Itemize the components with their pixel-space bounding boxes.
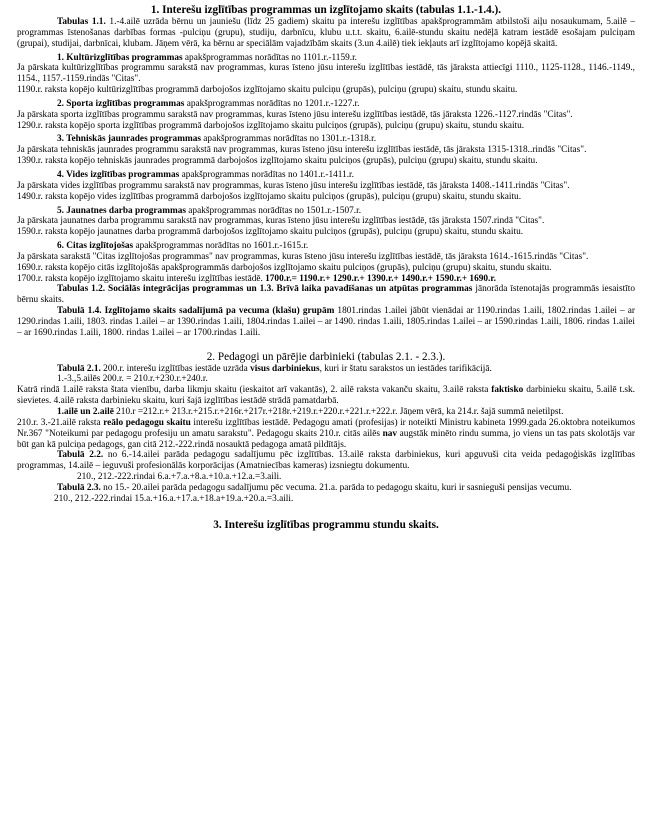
table-2-1-lead: Tabulā 2.1. <box>57 363 101 374</box>
program-heading-bold: 5. Jaunatnes darba programmas <box>57 205 186 216</box>
rule-210b-lead: 210.r. 3.-21.ailē raksta <box>17 417 104 428</box>
program-total-text: 1690.r. raksta kopējo citās izglītojošās apakšprogrammās darbojošos izglītojamo skaitu pulciņos (grupās), pulciņu (grupu) skaitu, stundu skaitu. <box>17 262 552 273</box>
intro-lead: Tabulas 1.1. <box>57 17 106 27</box>
program-heading-rest: apakšprogrammas norādītas no 1601.r.-1615.r. <box>133 241 309 252</box>
rule-210b-mid: interešu izglītības iestādē. Pedagogu amati (profesijas) ir noteikti Ministru kabineta 1999.gada 26.oktobra noteikumos Nr.367 "Noteikumi par pedagogu profesiju un amatu sarakstu". Pedagogu skaits 210.r. citās ailēs <box>17 417 635 439</box>
program-heading-rest: apakšprogrammas norādītas no 1501.r.-1507.r. <box>185 205 362 216</box>
section-1-intro <box>17 17 635 50</box>
program-heading-rest: apakšprogrammas norādītas no 1401.r.-1411.r. <box>179 169 354 180</box>
program-block <box>17 170 635 203</box>
table-1-4-bold: Tabulā 1.4. Izglītojamo skaits sadalījumā pa vecuma (klašu) grupām <box>57 306 335 317</box>
grand-total-formula: 1700.r.= 1190.r.+ 1290.r.+ 1390.r.+ 1490.r.+ 1590.r.+ 1690.r. <box>265 273 496 284</box>
program-heading <box>17 241 635 252</box>
grand-total <box>17 274 635 285</box>
rule-210-bold: 1.ailē un 2.ailē <box>57 407 114 417</box>
program-heading <box>17 206 635 217</box>
table-2-2-note <box>17 450 635 472</box>
program-heading-bold: 1. Kultūrizglītības programmas <box>57 52 183 63</box>
program-heading <box>17 99 635 110</box>
program-block <box>17 241 635 274</box>
section-1-title: 1. Interešu izglītības programmas un izglītojamo skaits (tabulas 1.1.-1.4.). <box>150 4 502 16</box>
table-1-4-rest: 1801.rindas 1.ailei jābūt vienādai ar 1190.rindas 1.aili, 1802.rindas 1.ailei – ar 1290.rindas 1.aili, 1803. rindas 1.ailei – ar 1390.rindas 1.aili, 1804.rindas 1.ailei – ar 1490. rindas 1.aili, 1805.rindas 1.ailei – ar 1590.rindas 1.aili, 1806. rindas 1.ailei – ar 1690.rindas 1.aili, 1800. rindas 1.ailei – ar 1700.rindas 1.aili. <box>17 306 635 338</box>
program-heading-bold: 2. Sporta izglītības programmas <box>57 98 185 109</box>
table-2-3-formula: 210., 212.-222.rindai 15.a.+16.a.+17.a.+18.a+19.a.+20.a.=3.aili. <box>54 493 294 504</box>
program-heading <box>17 134 635 145</box>
program-block <box>17 99 635 132</box>
rule-210-pedagogues <box>17 418 635 451</box>
program-heading <box>17 170 635 181</box>
program-list-text: Ja pārskata tehniskās jaunrades programmu sarakstā nav programmas, kuras īsteno jūsu interešu izglītības iestādē, tās jāraksta 1315-1318..rindās "Citas". <box>17 145 587 156</box>
table-2-2-text: no 6.-14.ailei parāda pedagogu sadalījumu pēc izglītības. 13.ailē raksta darbiniekus, kuri apguvuši cita veida pedagoģiskās izglītības programmas, 14.ailē – ieguvuši profesionālās korporācijas (Amatniecības kameras) izsniegtu dokumentu. <box>17 450 636 472</box>
program-list-text: Ja pārskata sarakstā "Citas izglītojošas programmas" nav programmas, kuras īsteno jūsu interešu izglītības iestādē, tās jāraksta 1614.-1615.rindās "Citas". <box>17 251 589 262</box>
intro-text: 1.-4.ailē uzrāda bērnu un jauniešu (līdz 25 gadiem) skaitu pa interešu izglītības apakšprogrammām atbilstoši aiļu nosaukumam, 5.ailē –programmas īstenošanas darbības formas -pulciņu (grupu), studiju, darbnīcu, klubu u.t.t. skaitu, 6.ailē-stundu skaitu nedēļā katram iestādē esošajam pulciņam (grupai), studijai, darbnīcai, klubam. Jāņem vērā, ka bērnu ar speciālām vajadzībām skaits (3.un 4.ailē) tiek iekļauts arī izglītojamo kopējā skaitā. <box>17 17 635 49</box>
formula-200: 1.-3.,5.ailēs 200.r. = 210.r.+230.r.+240.r. <box>57 374 208 385</box>
table-2-1-note <box>17 364 635 375</box>
program-list-text: Ja pārskata jaunatnes darba programmu sarakstā nav programmas, kuras īsteno jūsu interešu izglītības iestādē, tās jāraksta 1507.rindā "Citas". <box>17 216 545 227</box>
program-block <box>17 134 635 167</box>
columns-part-2: darbinieku skaitu, 5.ailē t.sk. sievietes. 4.ailē raksta darbinieku skaitu, kuri šajā izglītības iestādē strādā pamatdarbā. <box>17 385 635 407</box>
table-1-2-note <box>17 284 635 306</box>
table-1-4-note <box>17 306 635 339</box>
program-list-text: Ja pārskata vides izglītības programmu sarakstā nav programmas, kuras īsteno jūsu interešu izglītības iestādē, tās jāraksta 1408.-1411.rindās "Citas". <box>17 180 570 191</box>
grand-total-text: 1700.r. raksta kopējo izglītojamo skaitu interešu izglītības iestādē. <box>17 273 266 284</box>
table-2-2-formula: 210., 212.-222.rindai 6.a.+7.a.+8.a.+10.a.+12.a.=3.aili. <box>77 472 282 483</box>
table-2-2-lead: Tabulā 2.2. <box>57 450 104 461</box>
program-block <box>17 53 635 96</box>
program-total-text: 1290.r. raksta kopējo sporta izglītības programmā darbojošos izglītojamo skaitu pulciņos (grupās), pulciņu (grupu) skaitu, stundu skaitu. <box>17 120 525 131</box>
columns-description <box>17 385 635 407</box>
table-2-1-end: , kuri ir štatu sarakstos un iestādes tarifikācijā. <box>319 363 492 374</box>
table-2-1-bold: visus darbiniekus <box>250 363 320 374</box>
table-2-3-text: no 15.- 20.ailei parāda pedagogu sadalījumu pēc vecuma. 21.a. parāda to pedagogu skaitu, kuri ir sasnieguši pensijas vecumu. <box>100 482 572 493</box>
program-list-text: Ja pārskata kultūrizglītības programmu sarakstā nav programmas, kuras īsteno jūsu interešu izglītības iestādē, tās jāraksta attiecīgi 1110., 1125-1128., 1146.-1149., 1154., 1157.-1159.rindās "Citas". <box>17 63 635 85</box>
rule-210b-bold: reālo pedagogu skaitu <box>103 417 191 428</box>
rule-210-text: 210.r =212.r.+ 213.r.+215.r.+216r.+217r.+218r.+219.r.+220.r.+221.r.+222.r. Jāņem vērā, ka 214.r. šajā summā neietilpst. <box>113 407 564 417</box>
program-heading-bold: 3. Tehniskās jaunrades programmas <box>57 134 201 145</box>
section-3-title: 3. Interešu izglītības programmu stundu skaits. <box>213 518 439 531</box>
program-list-text: Ja pārskata sporta izglītības programmu sarakstā nav programmas, kuras īsteno jūsu interešu izglītības iestādē, tās jāraksta 1226.-1127.rindās "Citas". <box>17 109 573 120</box>
table-1-2-bold: Tabulas 1.2. Sociālās integrācijas programmas un 1.3. Brīvā laika pavadīšanas un atpūtas programmas <box>57 284 473 295</box>
program-heading-bold: 6. Citas izglītojošas <box>57 241 134 252</box>
rule-210b-bold-2: nav <box>382 428 398 439</box>
program-total-text: 1190.r. raksta kopējo kultūrizglītības programmā darbojošos izglītojamo skaitu pulciņu (grupās), pulciņu (grupu) skaitu, stundu skaitu. <box>17 85 518 96</box>
rule-210 <box>17 407 635 418</box>
program-total-text: 1590.r. raksta kopējo jaunatnes darba programmā darbojošos izglītojamo skaitu pulciņos (grupās), pulciņu (grupu) skaitu, stundu skaitu. <box>17 227 524 238</box>
program-heading-rest: apakšprogrammas norādītas no 1301.r.-1318.r. <box>200 134 377 145</box>
columns-bold: faktisko <box>491 385 524 396</box>
table-2-3-lead: Tabulā 2.3. <box>57 482 101 493</box>
program-block <box>17 206 635 239</box>
columns-part-1: Katrā rindā 1.ailē raksta štata vienību, darba likmju skaitu (ieskaitot arī vakantās), 2. ailē raksta vakanču skaitu, 3.ailē raksta <box>17 385 492 396</box>
section-2-title: 2. Pedagogi un pārējie darbinieki (tabulas 2.1. - 2.3.). <box>206 350 446 363</box>
table-1-2-rest: jānorāda īstenotajās programmās iesaistīto bērnu skaits. <box>17 284 635 306</box>
table-2-3-note <box>17 483 635 494</box>
program-heading <box>17 53 635 64</box>
rule-210b-end: augstāk minēto rindu summa, jo viens un tas pats skolotājs var būt gan kā pulciņa pedagogs, gan citā 212.-222.rindā nosauktā pedagoga amatā pildītājs. <box>17 428 635 450</box>
program-heading-bold: 4. Vides izglītības programmas <box>57 169 180 180</box>
program-heading-rest: apakšprogrammas norādītas no 1201.r.-1227.r. <box>184 98 360 109</box>
program-total-text: 1390.r. raksta kopējo tehniskās jaunrades programmā darbojošos izglītojamo skaitu pulciņos (grupās), pulciņu (grupu) skaitu, stundu skaitu. <box>17 156 538 167</box>
program-heading-rest: apakšprogrammas norādītas no 1101.r.-1159.r. <box>182 52 357 63</box>
program-total-text: 1490.r. raksta kopējo vides izglītības programmā darbojošos izglītojamo skaitu pulciņos (grupās), pulciņu (grupu) skaitu, stundu skaitu. <box>17 191 522 202</box>
table-2-1-mid: 200.r. interešu izglītības iestāde uzrāda <box>100 363 251 374</box>
